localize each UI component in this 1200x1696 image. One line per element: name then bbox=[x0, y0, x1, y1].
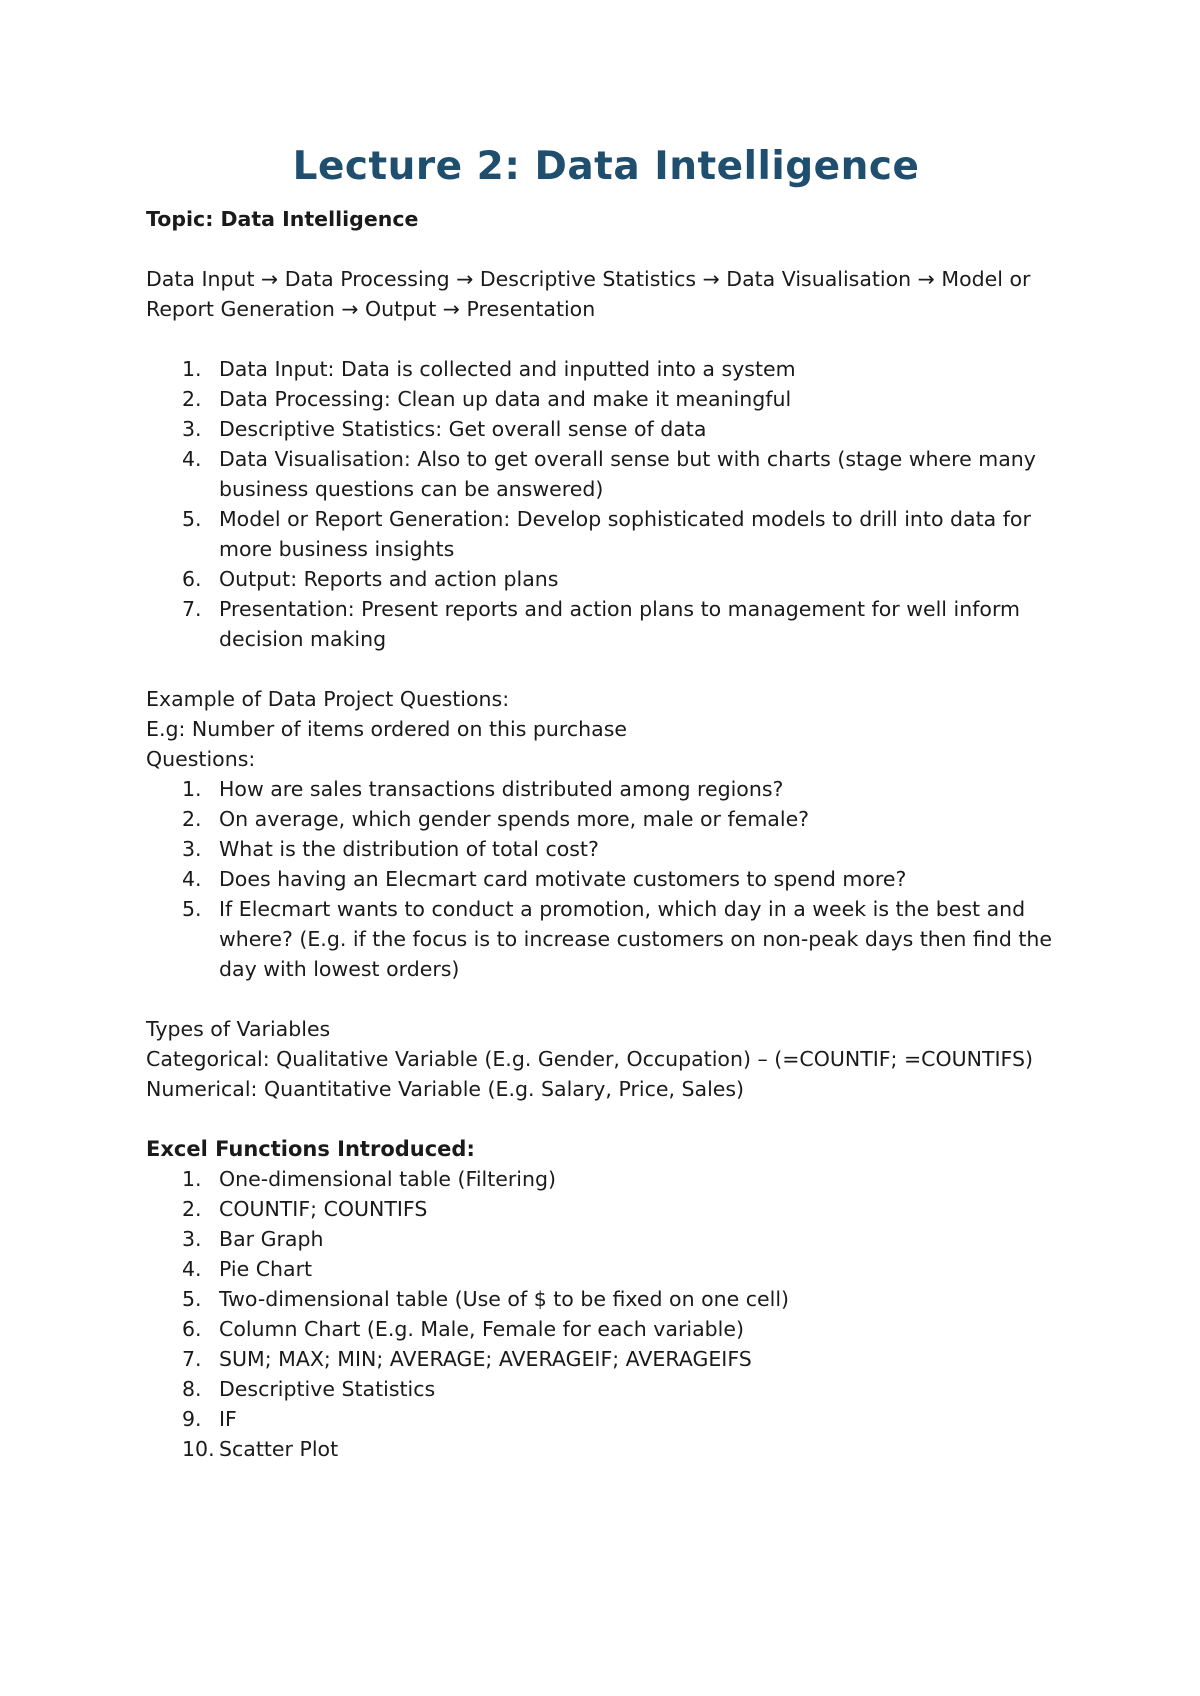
example-eg: E.g: Number of items ordered on this purchase bbox=[146, 717, 627, 741]
example-heading: Example of Data Project Questions: bbox=[146, 687, 510, 711]
list-item bbox=[146, 1164, 1066, 1194]
list-text: COUNTIF; COUNTIFS bbox=[219, 1197, 428, 1221]
list-number: 4. bbox=[182, 1257, 202, 1281]
list-text: Descriptive Statistics bbox=[219, 1377, 436, 1401]
list-item bbox=[146, 414, 1066, 444]
list-number: 5. bbox=[182, 1287, 202, 1311]
list-item bbox=[146, 354, 1066, 384]
list-item bbox=[146, 1344, 1066, 1374]
list-number: 1. bbox=[182, 357, 202, 381]
list-text: On average, which gender spends more, male or female? bbox=[219, 807, 810, 831]
list-item bbox=[146, 564, 1066, 594]
list-text: Descriptive Statistics: Get overall sense of data bbox=[219, 417, 707, 441]
list-text: SUM; MAX; MIN; AVERAGE; AVERAGEIF; AVERAGEIFS bbox=[219, 1347, 752, 1371]
list-text: Scatter Plot bbox=[219, 1437, 339, 1461]
list-item bbox=[146, 1254, 1066, 1284]
pipeline-text: Data Input → Data Processing → Descriptive Statistics → Data Visualisation → Model or Report Generation → Output → Presentation bbox=[146, 267, 1031, 321]
list-number: 9. bbox=[182, 1407, 202, 1431]
list-number: 3. bbox=[182, 1227, 202, 1251]
list-number: 3. bbox=[182, 837, 202, 861]
list-number: 6. bbox=[182, 567, 202, 591]
list-item bbox=[146, 1374, 1066, 1404]
list-number: 1. bbox=[182, 777, 202, 801]
list-item bbox=[146, 804, 1066, 834]
page-title: Lecture 2: Data Intelligence bbox=[292, 144, 920, 189]
list-text: How are sales transactions distributed among regions? bbox=[219, 777, 784, 801]
list-number: 5. bbox=[182, 507, 202, 531]
spacer bbox=[146, 654, 1066, 684]
list-text: Does having an Elecmart card motivate customers to spend more? bbox=[219, 867, 907, 891]
spacer bbox=[146, 234, 1066, 264]
list-item bbox=[146, 594, 1066, 654]
list-text: Data Input: Data is collected and inputted into a system bbox=[219, 357, 796, 381]
list-number: 8. bbox=[182, 1377, 202, 1401]
variables-categorical: Categorical: Qualitative Variable (E.g. Gender, Occupation) – (=COUNTIF; =COUNTIFS) bbox=[146, 1047, 1033, 1071]
list-number: 7. bbox=[182, 597, 202, 621]
document-page bbox=[146, 140, 1066, 1464]
list-item bbox=[146, 894, 1066, 984]
list-text: Model or Report Generation: Develop sophisticated models to drill into data for more business insights bbox=[219, 507, 1031, 561]
list-text: Output: Reports and action plans bbox=[219, 567, 559, 591]
list-item bbox=[146, 864, 1066, 894]
list-number: 2. bbox=[182, 807, 202, 831]
spacer bbox=[146, 1104, 1066, 1134]
list-number: 4. bbox=[182, 867, 202, 891]
list-text: Column Chart (E.g. Male, Female for each variable) bbox=[219, 1317, 744, 1341]
list-text: Bar Graph bbox=[219, 1227, 324, 1251]
list-item bbox=[146, 1404, 1066, 1434]
list-text: Data Visualisation: Also to get overall sense but with charts (stage where many business questions can be answered) bbox=[219, 447, 1036, 501]
list-text: Data Processing: Clean up data and make it meaningful bbox=[219, 387, 792, 411]
list-item bbox=[146, 1314, 1066, 1344]
list-number: 10. bbox=[182, 1437, 215, 1461]
spacer bbox=[146, 984, 1066, 1014]
list-number: 7. bbox=[182, 1347, 202, 1371]
list-text: Two-dimensional table (Use of $ to be fixed on one cell) bbox=[219, 1287, 790, 1311]
variables-numerical: Numerical: Quantitative Variable (E.g. Salary, Price, Sales) bbox=[146, 1077, 745, 1101]
list-item bbox=[146, 834, 1066, 864]
list-number: 2. bbox=[182, 387, 202, 411]
topic-line: Topic: Data Intelligence bbox=[146, 207, 419, 231]
list-item bbox=[146, 1434, 1066, 1464]
spacer bbox=[146, 324, 1066, 354]
questions-label: Questions: bbox=[146, 747, 256, 771]
questions-list bbox=[146, 774, 1066, 984]
list-text: If Elecmart wants to conduct a promotion, which day in a week is the best and where? (E.g. if the focus is to increase customers on non-peak days then find the day with lowest orders) bbox=[219, 897, 1053, 981]
list-text: One-dimensional table (Filtering) bbox=[219, 1167, 557, 1191]
list-item bbox=[146, 1224, 1066, 1254]
list-item bbox=[146, 1284, 1066, 1314]
list-item bbox=[146, 504, 1066, 564]
excel-heading: Excel Functions Introduced: bbox=[146, 1137, 475, 1161]
list-text: What is the distribution of total cost? bbox=[219, 837, 599, 861]
list-text: Pie Chart bbox=[219, 1257, 313, 1281]
list-number: 3. bbox=[182, 417, 202, 441]
list-number: 4. bbox=[182, 447, 202, 471]
list-number: 5. bbox=[182, 897, 202, 921]
list-number: 1. bbox=[182, 1167, 202, 1191]
list-number: 2. bbox=[182, 1197, 202, 1221]
list-item bbox=[146, 384, 1066, 414]
excel-list bbox=[146, 1164, 1066, 1464]
list-item bbox=[146, 444, 1066, 504]
list-text: Presentation: Present reports and action plans to management for well inform decision making bbox=[219, 597, 1020, 651]
list-text: IF bbox=[219, 1407, 237, 1431]
stages-list bbox=[146, 354, 1066, 654]
variables-heading: Types of Variables bbox=[146, 1017, 331, 1041]
list-item bbox=[146, 1194, 1066, 1224]
list-number: 6. bbox=[182, 1317, 202, 1341]
list-item bbox=[146, 774, 1066, 804]
